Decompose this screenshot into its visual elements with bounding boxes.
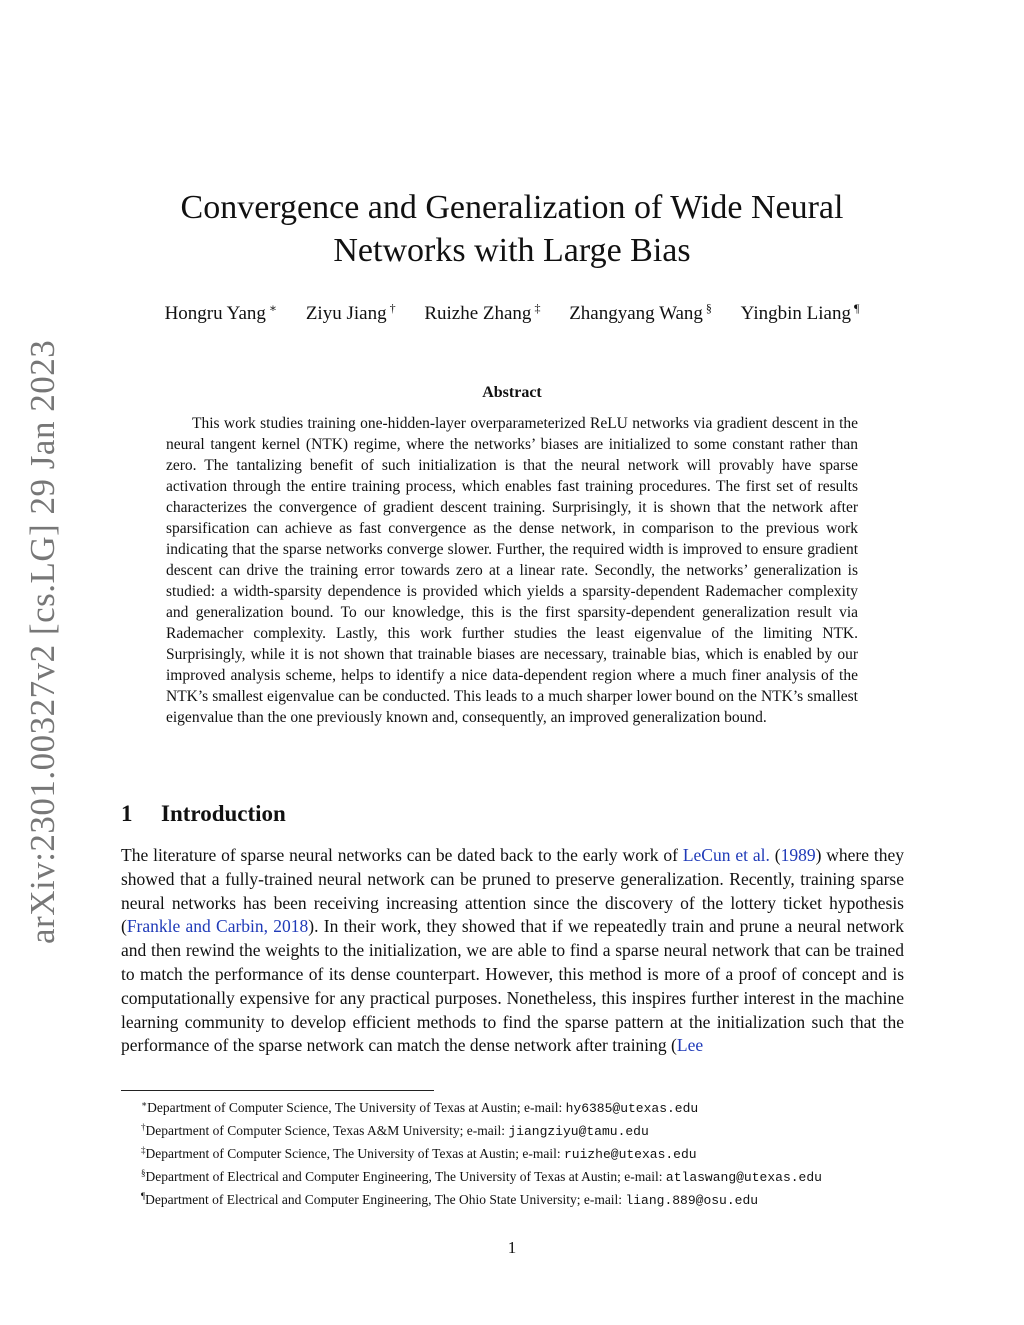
introduction-paragraph (121, 844, 904, 1058)
footnote-5 (121, 1187, 904, 1210)
footnote-mark: † (141, 1122, 146, 1132)
footnote-text: Department of Computer Science, The University of Texas at Austin; e-mail: (145, 1146, 564, 1161)
footnote-mark: ∗ (141, 1099, 148, 1109)
author-4 (569, 296, 712, 326)
author-footnote-mark[interactable]: ∗ (268, 301, 278, 315)
author-1 (165, 296, 278, 326)
footnote-2 (121, 1118, 904, 1141)
footnote-1 (121, 1095, 904, 1118)
arxiv-identifier-stamp: arXiv:2301.00327v2 [cs.LG] 29 Jan 2023 (23, 339, 62, 944)
author-3 (424, 296, 540, 326)
abstract-heading: Abstract (482, 384, 542, 401)
footnote-mark: ‡ (141, 1145, 146, 1155)
author-name: Yingbin Liang (740, 303, 851, 324)
page-number: 1 (507, 1238, 517, 1257)
footnote-email[interactable]: jiangziyu@tamu.edu (508, 1124, 649, 1139)
section-number: 1 (121, 801, 133, 826)
abstract-text: This work studies training one-hidden-layer overparameterized ReLU networks via gradient descent in the neural tangent kernel (NTK) regime, where the networks’ biases are initialized to some constant rather than zero. The tantalizing benefit of such initialization is that the neural network will provably have sparse activation through the entire training process, which enables fast training procedures. The first set of results characterizes the convergence of gradient descent training. Surprisingly, it is shown that the network after sparsification can achieve as fast convergence as the dense network, in comparison to the previous work indicating that the sparse networks converge slower. Further, the required width is improved to ensure gradient descent can drive the training error towards zero at a linear rate. Secondly, the networks’ generalization is studied: a width-sparsity dependence is provided which yields a sparsity-dependent Rademacher complexity and generalization bound. To our knowledge, this is the first sparsity-dependent generalization result via Rademacher complexity. Lastly, this work further studies the least eigenvalue of the limiting NTK. Surprisingly, while it is not shown that trainable biases are necessary, trainable bias, which is enabled by our improved analysis scheme, helps to identify a nice data-dependent region where a much finer analysis of the NTK’s smallest eigenvalue can be conducted. This leads to a much sharper lower bound on the NTK’s smallest eigenvalue than the one previously known and, consequently, an improved generalization bound. (166, 415, 858, 726)
author-footnote-mark[interactable]: ¶ (853, 301, 860, 315)
section-title: Introduction (161, 801, 286, 826)
footnote-mark: ¶ (141, 1191, 146, 1201)
author-footnote-mark[interactable]: § (705, 301, 712, 315)
author-footnote-mark[interactable]: † (389, 301, 396, 315)
intro-text: ( (769, 845, 781, 865)
footnote-text: Department of Computer Science, Texas A&M University; e-mail: (145, 1123, 509, 1138)
footnote-divider (121, 1090, 434, 1091)
intro-text: The literature of sparse neural networks can be dated back to the early work of (121, 845, 683, 865)
paper-title (112, 186, 912, 272)
author-name: Zhangyang Wang (569, 303, 703, 324)
author-list (112, 296, 912, 326)
author-2 (306, 296, 396, 326)
footnote-email[interactable]: atlaswang@utexas.edu (665, 1170, 822, 1185)
citation-link-lecun[interactable]: LeCun et al. (682, 845, 770, 865)
citation-link-lee[interactable]: Lee (676, 1035, 704, 1056)
intro-text: ) where they showed that a fully-trained neural network can be pruned to preserve generalization. Recently, training sparse neural networks has been receiving increasing attention since the discovery of the lottery ticket hypothesis ( (121, 845, 905, 937)
footnote-email[interactable]: liang.889@osu.edu (625, 1193, 759, 1208)
citation-link-lecun-year[interactable]: 1989 (780, 845, 816, 865)
citation-link-frankle[interactable]: Frankle and Carbin, 2018 (126, 916, 309, 937)
footnote-3 (121, 1141, 904, 1164)
footnote-email[interactable]: ruizhe@utexas.edu (563, 1147, 697, 1162)
author-name: Ruizhe Zhang (424, 303, 532, 324)
footnote-text: Department of Electrical and Computer Engineering, The University of Texas at Austin; e-mail: (145, 1169, 666, 1184)
title-line-1: Convergence and Generalization of Wide Neural (180, 189, 844, 226)
footnote-text: Department of Electrical and Computer Engineering, The Ohio State University; e-mail: (145, 1192, 626, 1207)
footnote-4 (121, 1164, 904, 1187)
footnote-email[interactable]: hy6385@utexas.edu (565, 1101, 699, 1116)
footnote-mark: § (141, 1168, 146, 1178)
section-heading-introduction (121, 801, 286, 827)
author-name: Ziyu Jiang (305, 303, 387, 324)
author-name: Hongru Yang (164, 303, 266, 324)
intro-text: ). In their work, they showed that if we repeatedly train and prune a neural network and then rewind the weights to the initialization, we are able to find a sparse neural network that can be trained to match the performance of its dense counterpart. However, this method is more of a proof of concept and is computationally expensive for any practical purposes. Nonetheless, this inspires further interest in the machine learning community to develop efficient methods to find the sparse pattern at the initialization such that the performance of the sparse network can match the dense network after training ( (121, 916, 904, 1056)
author-footnote-mark[interactable]: ‡ (534, 301, 541, 315)
footnote-text: Department of Computer Science, The University of Texas at Austin; e-mail: (147, 1100, 566, 1115)
title-line-2: Networks with Large Bias (333, 232, 691, 269)
footnotes (121, 1095, 904, 1210)
author-5 (741, 296, 860, 326)
